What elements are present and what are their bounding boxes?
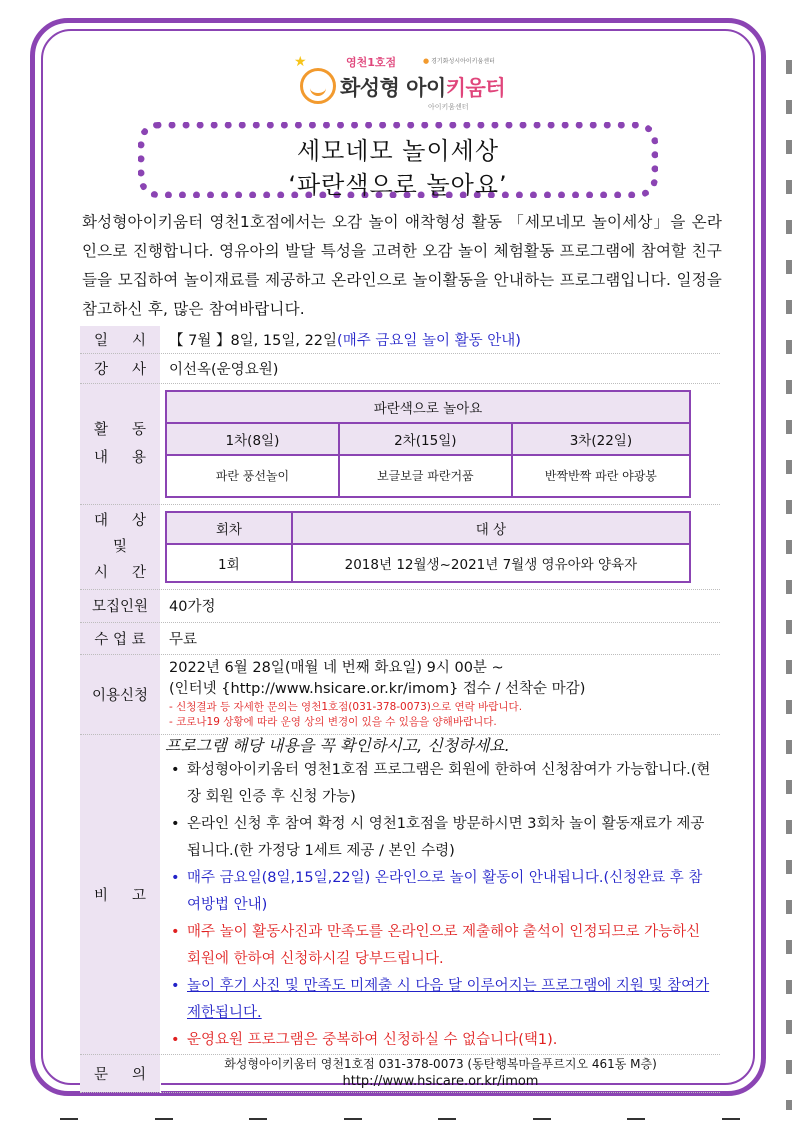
remarks-list	[165, 757, 716, 1054]
program-info-table	[80, 326, 720, 1093]
row-target: 대 상 및 시 간 회차 대 상 1회 2018년 12월생~2021년 7월생 영유아와 양육자	[80, 504, 720, 589]
center-logo	[288, 50, 508, 120]
row-contact: 문 의 화성형아이키움터 영천1호점 031-378-0073 (동탄행복마을푸르지오 461동 M층) http://www.hsicare.or.kr/imom	[80, 1054, 720, 1092]
target-round: 1회	[166, 544, 292, 582]
remarks-heading: 프로그램 해당 내용을 꼭 확인하시고, 신청하세요.	[165, 735, 510, 755]
instructor-value: 이선옥(운영요원)	[161, 353, 721, 383]
logo-name: 화성형 아이키움터	[340, 76, 506, 100]
remark-4: • 매주 놀이 활동사진과 만족도를 온라인으로 제출해야 출석이 인정되므로 가능하신 회원에 한하여 신청하시길 당부드립니다.	[171, 919, 716, 973]
intro-paragraph: 화성형아이키움터 영천1호점에서는 오감 놀이 애착형성 활동 「세모네모 놀이세상」을 온라인으로 진행합니다. 영유아의 발달 특성을 고려한 오감 놀이 체험활동 프로그램에 참여할 친구들을 모집하여 놀이재료를 제공하고 온라인으로 놀이활동을 안내하는 프로그램입니다. 일정을 참고하신 후, 많은 참여바랍니다.	[82, 213, 722, 318]
activity-table	[165, 390, 691, 498]
title-box	[138, 122, 658, 198]
remark-3: • 매주 금요일(8일,15일,22일) 온라인으로 놀이 활동이 안내됩니다.(신청완료 후 참여방법 안내)	[171, 865, 716, 919]
row-capacity: 모집인원 40가정	[80, 589, 720, 622]
schedule-value: 【 7월 】8일, 15일, 22일	[169, 332, 338, 349]
star-icon: ★	[294, 54, 307, 70]
page-footer-marks	[60, 1118, 740, 1132]
page-title: 세모네모 놀이세상	[296, 137, 500, 165]
remark-6: • 운영요원 프로그램은 중복하여 신청하실 수 없습니다(택1).	[171, 1027, 716, 1054]
page-edge-rule	[786, 60, 792, 1110]
target-table	[165, 511, 691, 583]
activity-3: 반짝반짝 파란 야광봉	[512, 455, 690, 497]
activity-header: 파란색으로 놀아요	[166, 391, 690, 423]
logo-sub: 아이키움센터	[428, 103, 469, 111]
contact-address: 화성형아이키움터 영천1호점 031-378-0073 (동탄행복마을푸르지오 461동 M층)	[224, 1057, 657, 1071]
schedule-note: (매주 금요일 놀이 활동 안내)	[337, 332, 521, 349]
fee-value: 무료	[161, 622, 721, 654]
row-activity: 활 동 내 용 파란색으로 놀아요 1차(8일) 2차(15일) 3차(22일) 파란 풍선놀이 보글보글 파란거품 반짝반짝 파란 야광봉	[80, 383, 720, 504]
logo-branch: 영천1호점	[346, 56, 397, 69]
apply-method: (인터넷 {http://www.hsicare.or.kr/imom} 접수 / 선착순 마감)	[169, 681, 586, 697]
logo-org: ● 경기화성시아이키움센터	[423, 56, 495, 65]
smile-face-icon	[300, 68, 336, 104]
row-schedule: 일 시 【 7월 】8일, 15일, 22일(매주 금요일 놀이 활동 안내)	[80, 326, 720, 353]
row-instructor: 강 사 이선옥(운영요원)	[80, 353, 720, 383]
page-subtitle: ‘파란색으로 놀아요’	[288, 171, 508, 199]
target-col-round: 회차	[166, 512, 292, 544]
row-apply: 이용신청 2022년 6월 28일(매월 네 번째 화요일) 9시 00분 ~ (인터넷 {http://www.hsicare.or.kr/imom} 접수 / 선착순 마감) - 신청결과 등 자세한 문의는 영천1호점(031-378-0073)으로 연락 바랍니다. - 코로나19 상황에 따라 운영 상의 변경이 있을 수 있음을 양해바랍니다.	[80, 654, 720, 734]
remark-1: • 화성형아이키움터 영천1호점 프로그램은 회원에 한하여 신청참여가 가능합니다.(현장 회원 인증 후 신청 가능)	[171, 757, 716, 811]
capacity-value: 40가정	[161, 589, 721, 622]
row-remarks: 비 고 프로그램 해당 내용을 꼭 확인하시고, 신청하세요. • 화성형아이키움터 영천1호점 프로그램은 회원에 한하여 신청참여가 가능합니다.(현장 회원 인증 후 신청 가능) • 온라인 신청 후 참여 확정 시 영천1호점을 방문하시면 3회차 놀이 활동재료가 제공됩니다.(한 가정당 1세트 제공 / 본인 수령) • 매주 금요일(8일,15일,22일) 온라인으로 놀이 활동이 안내됩니다.(신청완료 후 참여방법 안내) • 매주 놀이 활동사진과 만족도를 온라인으로 제출해야 출석이 인정되므로 가능하신 회원에 한하여 신청하시길 당부드립니다. • 놀이 후기 사진 및 만족도 미제출 시 다음 달 이루어지는 프로그램에 지원 및 참여가 제한됩니다. • 운영요원 프로그램은 중복하여 신청하실 수 없습니다(택1).	[80, 734, 720, 1054]
target-desc: 2018년 12월생~2021년 7월생 영유아와 양육자	[292, 544, 690, 582]
round-2: 2차(15일)	[339, 423, 512, 455]
round-3: 3차(22일)	[512, 423, 690, 455]
apply-note-2: - 코로나19 상황에 따라 운영 상의 변경이 있을 수 있음을 양해바랍니다.	[169, 716, 497, 728]
activity-2: 보글보글 파란거품	[339, 455, 512, 497]
apply-note-1: - 신청결과 등 자세한 문의는 영천1호점(031-378-0073)으로 연락 바랍니다.	[169, 701, 523, 713]
remark-2: • 온라인 신청 후 참여 확정 시 영천1호점을 방문하시면 3회차 놀이 활동재료가 제공됩니다.(한 가정당 1세트 제공 / 본인 수령)	[171, 811, 716, 865]
row-fee: 수 업 료 무료	[80, 622, 720, 654]
contact-url[interactable]: http://www.hsicare.or.kr/imom	[342, 1074, 539, 1089]
target-col-desc: 대 상	[292, 512, 690, 544]
activity-1: 파란 풍선놀이	[166, 455, 339, 497]
round-1: 1차(8일)	[166, 423, 339, 455]
apply-date: 2022년 6월 28일(매월 네 번째 화요일) 9시 00분 ~	[169, 660, 504, 676]
remark-5: • 놀이 후기 사진 및 만족도 미제출 시 다음 달 이루어지는 프로그램에 지원 및 참여가 제한됩니다.	[171, 973, 716, 1027]
